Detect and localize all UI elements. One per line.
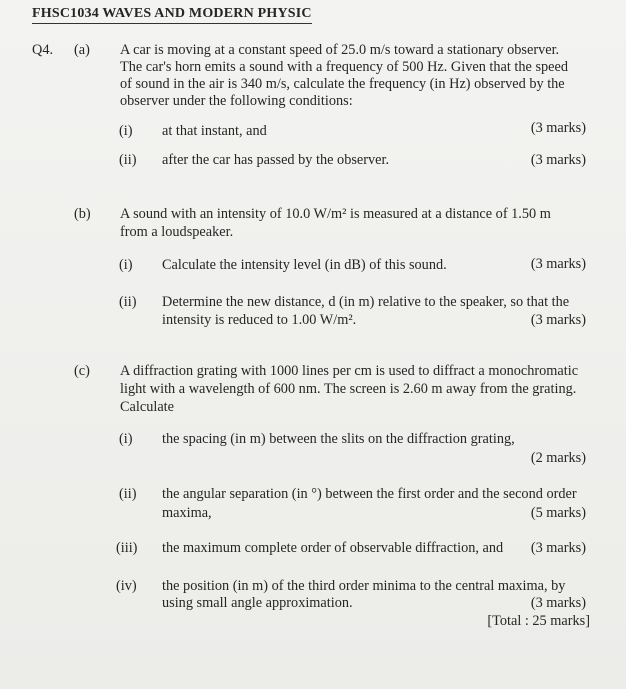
part-b-ii-label: (ii) (119, 294, 137, 310)
part-c-i-label: (i) (119, 431, 133, 447)
part-b-ii-marks: (3 marks) (530, 312, 586, 328)
part-b-i-label: (i) (119, 257, 133, 273)
part-b-i-text: Calculate the intensity level (in dB) of this sound. (162, 257, 447, 273)
course-header: FHSC1034 WAVES AND MODERN PHYSIC (32, 6, 312, 24)
part-c-iv-marks: (3 marks) (530, 595, 586, 611)
part-c-ii-label: (ii) (119, 486, 137, 502)
part-c-line-3: Calculate (120, 399, 174, 415)
part-c-iv-text-2: using small angle approximation. (162, 595, 353, 611)
part-c-label: (c) (74, 363, 90, 379)
part-b-line-1: A sound with an intensity of 10.0 W/m² is measured at a distance of 1.50 m (120, 206, 551, 222)
part-a-label: (a) (74, 42, 90, 58)
question-number: Q4. (32, 42, 54, 58)
part-c-i-marks: (2 marks) (530, 450, 586, 466)
part-c-i-text: the spacing (in m) between the slits on the diffraction grating, (162, 431, 515, 447)
part-c-iii-label: (iii) (116, 540, 138, 556)
part-a-i-text: at that instant, and (162, 123, 267, 139)
part-c-line-1: A diffraction grating with 1000 lines per cm is used to diffract a monochromatic (120, 363, 579, 379)
part-b-ii-text: Determine the new distance, d (in m) relative to the speaker, so that the (162, 294, 570, 310)
part-a-line-4: observer under the following conditions: (120, 93, 353, 109)
part-c-ii-text: the angular separation (in °) between the first order and the second order (162, 486, 577, 502)
part-c-ii-marks: (5 marks) (530, 505, 586, 521)
part-c-iii-text: the maximum complete order of observable diffraction, and (162, 540, 504, 556)
part-c-iii-marks: (3 marks) (530, 540, 586, 556)
part-a-line-3: of sound in the air is 340 m/s, calculate the frequency (in Hz) observed by the (120, 76, 565, 92)
part-a-line-1: A car is moving at a constant speed of 25.0 m/s toward a stationary observer. (120, 42, 560, 58)
part-c-ii-text-2: maxima, (162, 505, 212, 521)
part-c-line-2: light with a wavelength of 600 nm. The screen is 2.60 m away from the grating. (120, 381, 577, 397)
part-a-i-label: (i) (119, 123, 133, 139)
part-a-ii-text: after the car has passed by the observer. (162, 152, 390, 168)
part-b-label: (b) (74, 206, 91, 222)
part-b-line-2: from a loudspeaker. (120, 224, 234, 240)
part-b-i-marks: (3 marks) (530, 256, 586, 272)
part-b-ii-text-2: intensity is reduced to 1.00 W/m². (162, 312, 357, 328)
part-a-ii-marks: (3 marks) (530, 152, 586, 168)
part-a-i-marks: (3 marks) (530, 120, 586, 136)
part-c-iv-text: the position (in m) of the third order minima to the central maxima, by (162, 578, 566, 594)
part-c-iv-label: (iv) (116, 578, 137, 594)
part-a-line-2: The car's horn emits a sound with a frequency of 500 Hz. Given that the speed (120, 59, 569, 75)
total-marks: [Total : 25 marks] (487, 613, 590, 629)
part-a-ii-label: (ii) (119, 152, 137, 168)
